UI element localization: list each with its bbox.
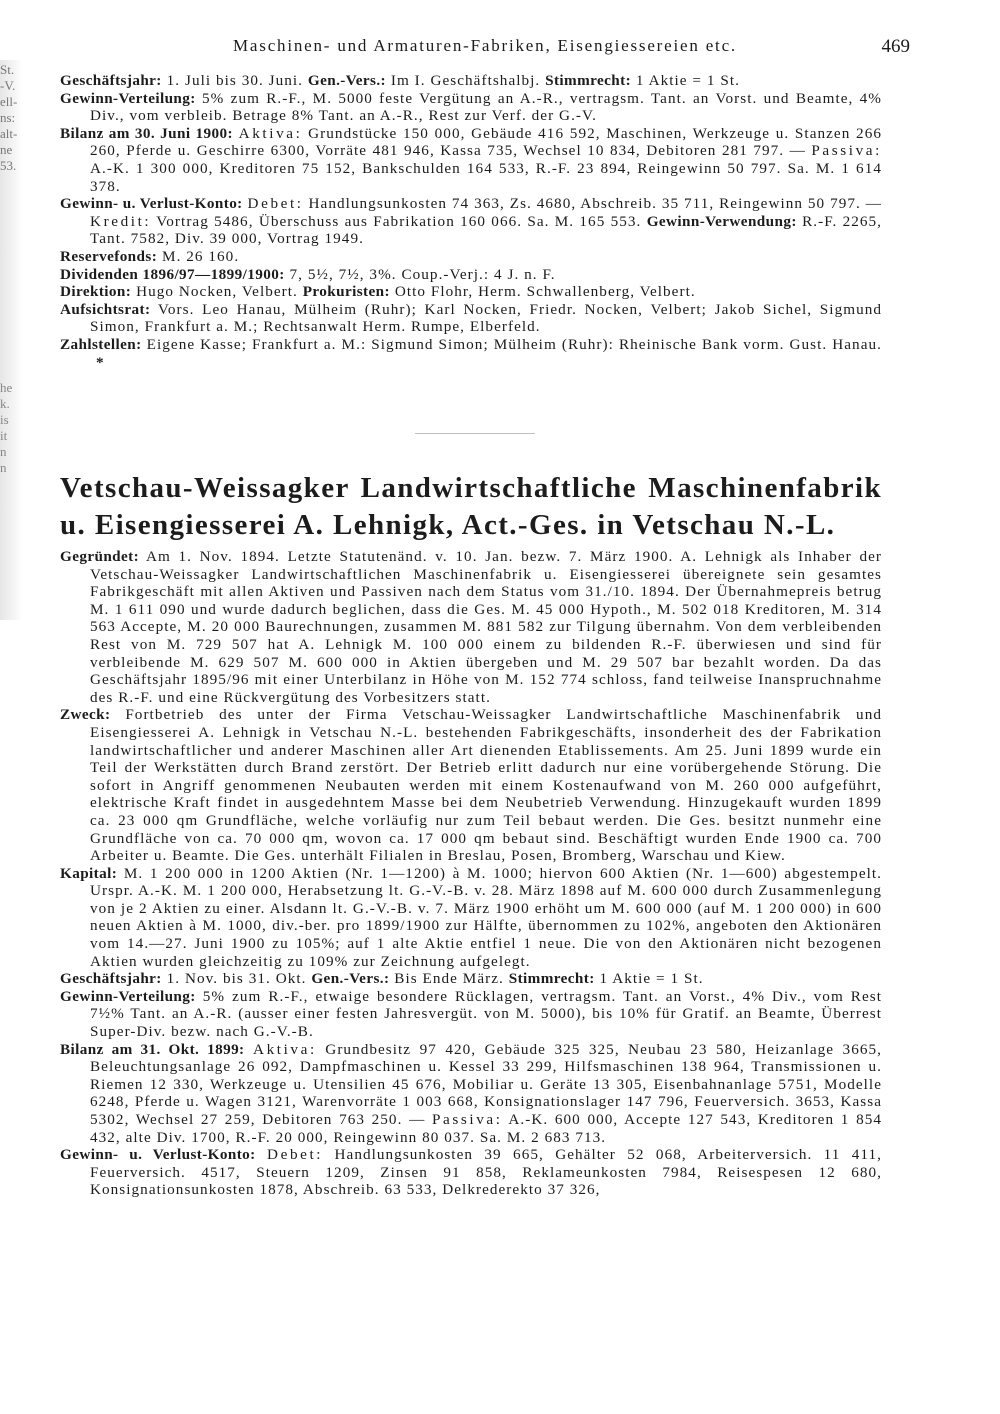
entry-label: Zweck: xyxy=(60,706,111,724)
entry-label: Gewinn-Verwendung: xyxy=(646,212,797,230)
entry-bilanz: Bilanz am 31. Okt. 1899: Aktiva: Grundbesitz 97 420, Gebäude 325 325, Neubau 23 580, Heizanlage 3665, Beleuchtungsanlage 26 092, Dampfmaschinen u. Kessel 33 299, Hilfsmaschinen 138 964, Transmissionen u. Riemen 12 330, Werkzeuge u. Utensilien 45 676, Mobiliar u. Geräte 13 305, Eisenbahnanlage 5751, Modelle 6248, Pferde u. Wagen 3121, Warenvorräte 1 003 668, Konsignationslager 147 796, Feuerversich. 3653, Kassa 5302, Wechsel 27 259, Debitoren 763 250. — Passiva: A.-K. 600 000, Accepte 127 543, Kreditoren 1 854 432, alte Div. 1700, R.-F. 20 000, Reingewinn 80 037. Sa. M. 2 683 713. xyxy=(60,1040,882,1146)
adjacent-page-margin-marks xyxy=(0,62,30,174)
section-divider xyxy=(415,433,535,434)
entry-geschaeftsjahr: Geschäftsjahr: 1. Juli bis 30. Juni. Gen.-Vers.: Im I. Geschäftshalbj. Stimmrecht: 1 Aktie = 1 St. xyxy=(60,72,740,89)
entry-dividenden: Dividenden 1896/97—1899/1900: 7, 5½, 7½, 3%. Coup.-Verj.: 4 J. n. F. xyxy=(60,265,556,283)
margin-mark: n xyxy=(0,460,7,475)
company-title-line-2: u. Eisengiesserei A. Lehnigk, Act.-Ges. in Vetschau N.-L. xyxy=(60,509,836,541)
entry-label: Gen.-Vers.: xyxy=(307,72,386,89)
margin-mark: it xyxy=(0,428,8,443)
company-section xyxy=(60,548,882,1199)
entry-label: Zahlstellen: xyxy=(60,335,142,353)
entry-gewinn-verlust-konto: Gewinn- u. Verlust-Konto: Debet: Handlungsunkosten 39 665, Gehälter 52 068, Arbeiterversich. 11 411, Feuerversich. 4517, Steuern 1209, Zinsen 91 858, Reklameunkosten 7984, Reisespesen 12 680, Konsignationsunkosten 1878, Abschreib. 63 533, Delkrederekto 37 326, xyxy=(60,1146,882,1199)
company-title xyxy=(60,470,882,544)
entry-label: Bilanz am 31. Okt. 1899: xyxy=(60,1040,245,1058)
entry-label: Stimmrecht: xyxy=(545,72,632,89)
entry-label: Gen.-Vers.: xyxy=(311,970,390,988)
entry-label: Geschäftsjahr: xyxy=(60,72,162,89)
entry-geschaeftsjahr: Geschäftsjahr: 1. Nov. bis 31. Okt. Gen.-Vers.: Bis Ende März. Stimmrecht: 1 Aktie = 1 St. xyxy=(60,970,704,988)
entry-label: Gegründet: xyxy=(60,548,140,565)
entry-label: Reservefonds: xyxy=(60,247,158,265)
entry-label: Gewinn-Verteilung: xyxy=(60,987,196,1005)
margin-mark: ne xyxy=(0,142,13,157)
margin-mark: ns: xyxy=(0,110,16,125)
margin-mark: is xyxy=(0,412,9,427)
entry-aufsichtsrat: Aufsichtsrat: Vors. Leo Hanau, Mülheim (Ruhr); Karl Nocken, Friedr. Nocken, Velbert; Jakob Sichel, Sigmund Simon, Frankfurt a. M.; Rechtsanwalt Herm. Rumpe, Elberfeld. xyxy=(60,300,883,336)
checked-mark: * xyxy=(96,353,105,371)
entry-label: Prokuristen: xyxy=(302,283,390,301)
entry-zahlstellen: Zahlstellen: Eigene Kasse; Frankfurt a. M.: Sigmund Simon; Mülheim (Ruhr): Rheinische Bank vorm. Gust. Hanau. * xyxy=(60,335,882,371)
entry-label: Gewinn- u. Verlust-Konto: xyxy=(60,195,243,213)
entry-label: Stimmrecht: xyxy=(508,970,595,988)
margin-mark: -V. xyxy=(0,78,16,93)
margin-mark: ell- xyxy=(0,94,18,109)
entry-reservefonds: Reservefonds: M. 26 160. xyxy=(60,247,240,265)
margin-mark: alt- xyxy=(0,126,18,141)
entry-label: Direktion: xyxy=(60,283,132,301)
margin-mark: he xyxy=(0,380,13,395)
entry-label: Gewinn- u. Verlust-Konto: xyxy=(60,1146,256,1164)
entry-label: Geschäftsjahr: xyxy=(60,970,162,988)
running-header xyxy=(60,36,910,58)
entry-label: Gewinn-Verteilung: xyxy=(60,89,196,107)
entry-label: Bilanz am 30. Juni 1900: xyxy=(60,124,233,142)
entry-direktion: Direktion: Hugo Nocken, Velbert. Prokuristen: Otto Flohr, Herm. Schwallenberg, Velbert. xyxy=(60,283,696,301)
header-title: Maschinen- und Armaturen-Fabriken, Eisengiessereien etc. xyxy=(233,36,737,55)
company-title-line-1: Vetschau-Weissagker Landwirtschaftliche Maschinenfabrik xyxy=(60,472,882,504)
previous-company-section xyxy=(60,72,882,371)
entry-zweck: Zweck: Fortbetrieb des unter der Firma Vetschau-Weissagker Landwirtschaftliche Maschinenfabrik und Eisengiesserei A. Lehnigk in Vetschau N.-L. bestehenden Fabrikgeschäfts, insonderheit des der Fabrikation landwirtschaftlicher und anderer Maschinen aller Art dienenden Etablissements. Am 25. Juni 1899 wurde ein Teil der Werkstätten durch Brand zerstört. Der Betrieb erlitt dadurch nur eine vorübergehende Störung. Die sofort in Angriff genommenen Neubauten werden mit einem Kostenaufwand von M. 260 000 aufgeführt, elektrische Kraft findet in ausgedehntem Masse bei dem Neubetrieb Verwendung. Hinzugekauft wurden 1899 ca. 23 000 qm Grundfläche, welche vorläufig nur zum Teil bebaut werden. Die Ges. besitzt nunmehr eine Grundfläche von ca. 70 000 qm, wovon ca. 17 000 qm bebaut sind. Beschäftigt wurden Ende 1900 ca. 700 Arbeiter u. Beamte. Die Ges. unterhält Filialen in Breslau, Posen, Bromberg, Warschau und Kiew. xyxy=(60,706,882,865)
entry-label: Dividenden 1896/97—1899/1900: xyxy=(60,265,285,283)
entry-gewinn-verlust-konto: Gewinn- u. Verlust-Konto: Debet: Handlungsunkosten 74 363, Zs. 4680, Abschreib. 35 711, Reingewinn 50 797. — Kredit: Vortrag 5486, Überschuss aus Fabrikation 160 066. Sa. M. 165 553. Gewinn-Verwendung: R.-F. 2265, Tant. 7582, Div. 39 000, Vortrag 1949. xyxy=(60,195,883,248)
adjacent-page-margin-marks-lower xyxy=(0,380,30,476)
entry-bilanz: Bilanz am 30. Juni 1900: Aktiva: Grundstücke 150 000, Gebäude 416 592, Maschinen, Werkzeuge u. Stanzen 266 260, Pferde u. Geschirre 6300, Vorräte 481 946, Kassa 735, Wechsel 10 834, Debitoren 281 797. — Passiva: A.-K. 1 300 000, Kreditoren 75 152, Bankschulden 164 533, R.-F. 23 894, Reingewinn 50 797. Sa. M. 1 614 378. xyxy=(60,124,882,195)
entry-label: Aufsichtsrat: xyxy=(60,300,151,318)
entry-gewinn-verteilung: Gewinn-Verteilung: 5% zum R.-F., M. 5000 feste Vergütung an A.-R., vertragsm. Tant. an Vorst. und Beamte, 4% Div., vom verbleib. Betrage 8% Tant. an A.-R., Rest zur Verf. der G.-V. xyxy=(60,89,882,125)
entry-gewinn-verteilung: Gewinn-Verteilung: 5% zum R.-F., etwaige besondere Rücklagen, vertragsm. Tant. an Vorst., 4% Div., vom Rest 7½% Tant. an A.-R. (ausser einer festen Jahresvergüt. von M. 5000), bis 10% für Gratif. an Beamte, Überrest Super-Div. bezw. nach G.-V.-B. xyxy=(60,987,882,1041)
page-number: 469 xyxy=(881,36,910,57)
margin-mark: n xyxy=(0,444,7,459)
entry-label: Kapital: xyxy=(60,864,118,882)
margin-mark: 53. xyxy=(0,158,17,173)
margin-mark: k. xyxy=(0,396,10,411)
entry-gegruendet: Gegründet: Am 1. Nov. 1894. Letzte Statutenänd. v. 10. Jan. bezw. 7. März 1900. A. Lehnigk als Inhaber der Vetschau-Weissagker Landwirtschaftlichen Maschinenfabrik u. Eisengiesserei übereignete sein gesamtes Fabrikgeschäft mit allen Aktiven und Passiven nach dem Status vom 31./10. 1894. Der Übernahmepreis betrug M. 1 611 090 und wurde dadurch beglichen, dass die Ges. M. 45 000 Hypoth., M. 502 018 Kreditoren, M. 314 563 Accepte, M. 20 000 Baurechnungen, zusammen M. 881 582 zur Tilgung übernahm. Von dem verbleibenden Rest von M. 729 507 hat A. Lehnigk M. 100 000 einem zu bildenden R.-F. überwiesen und sind für verbleibende M. 629 507 M. 600 000 in Aktien übergeben und M. 29 507 bar bezahlt worden. Da das Geschäftsjahr 1895/96 mit einer Unterbilanz in Höhe von M. 152 774 schloss, fand teilweise Inanspruchnahme des R.-F. und eine Rückvergütung des Vorbesitzers statt. xyxy=(60,548,882,706)
entry-kapital: Kapital: M. 1 200 000 in 1200 Aktien (Nr. 1—1200) à M. 1000; hiervon 600 Aktien (Nr. 1—600) abgestempelt. Urspr. A.-K. M. 1 200 000, Herabsetzung lt. G.-V.-B. v. 28. März 1898 auf M. 600 000 durch Zusammenlegung von je 2 Aktien zu einer. Alsdann lt. G.-V.-B. v. 7. März 1900 erhöht um M. 600 000 (auf M. 1 200 000) in 600 neuen Aktien à M. 1000, div.-ber. pro 1899/1900 zur Hälfte, übernommen zu 102%, angeboten den Aktionären vom 14.—27. Juni 1900 zu 105%; auf 1 alte Aktie entfiel 1 neue. Die von den Aktionären nicht bezogenen Aktien wurden gleichzeitig zu 109% zur Zeichnung aufgelegt. xyxy=(60,864,882,970)
margin-mark: St. xyxy=(0,62,15,77)
